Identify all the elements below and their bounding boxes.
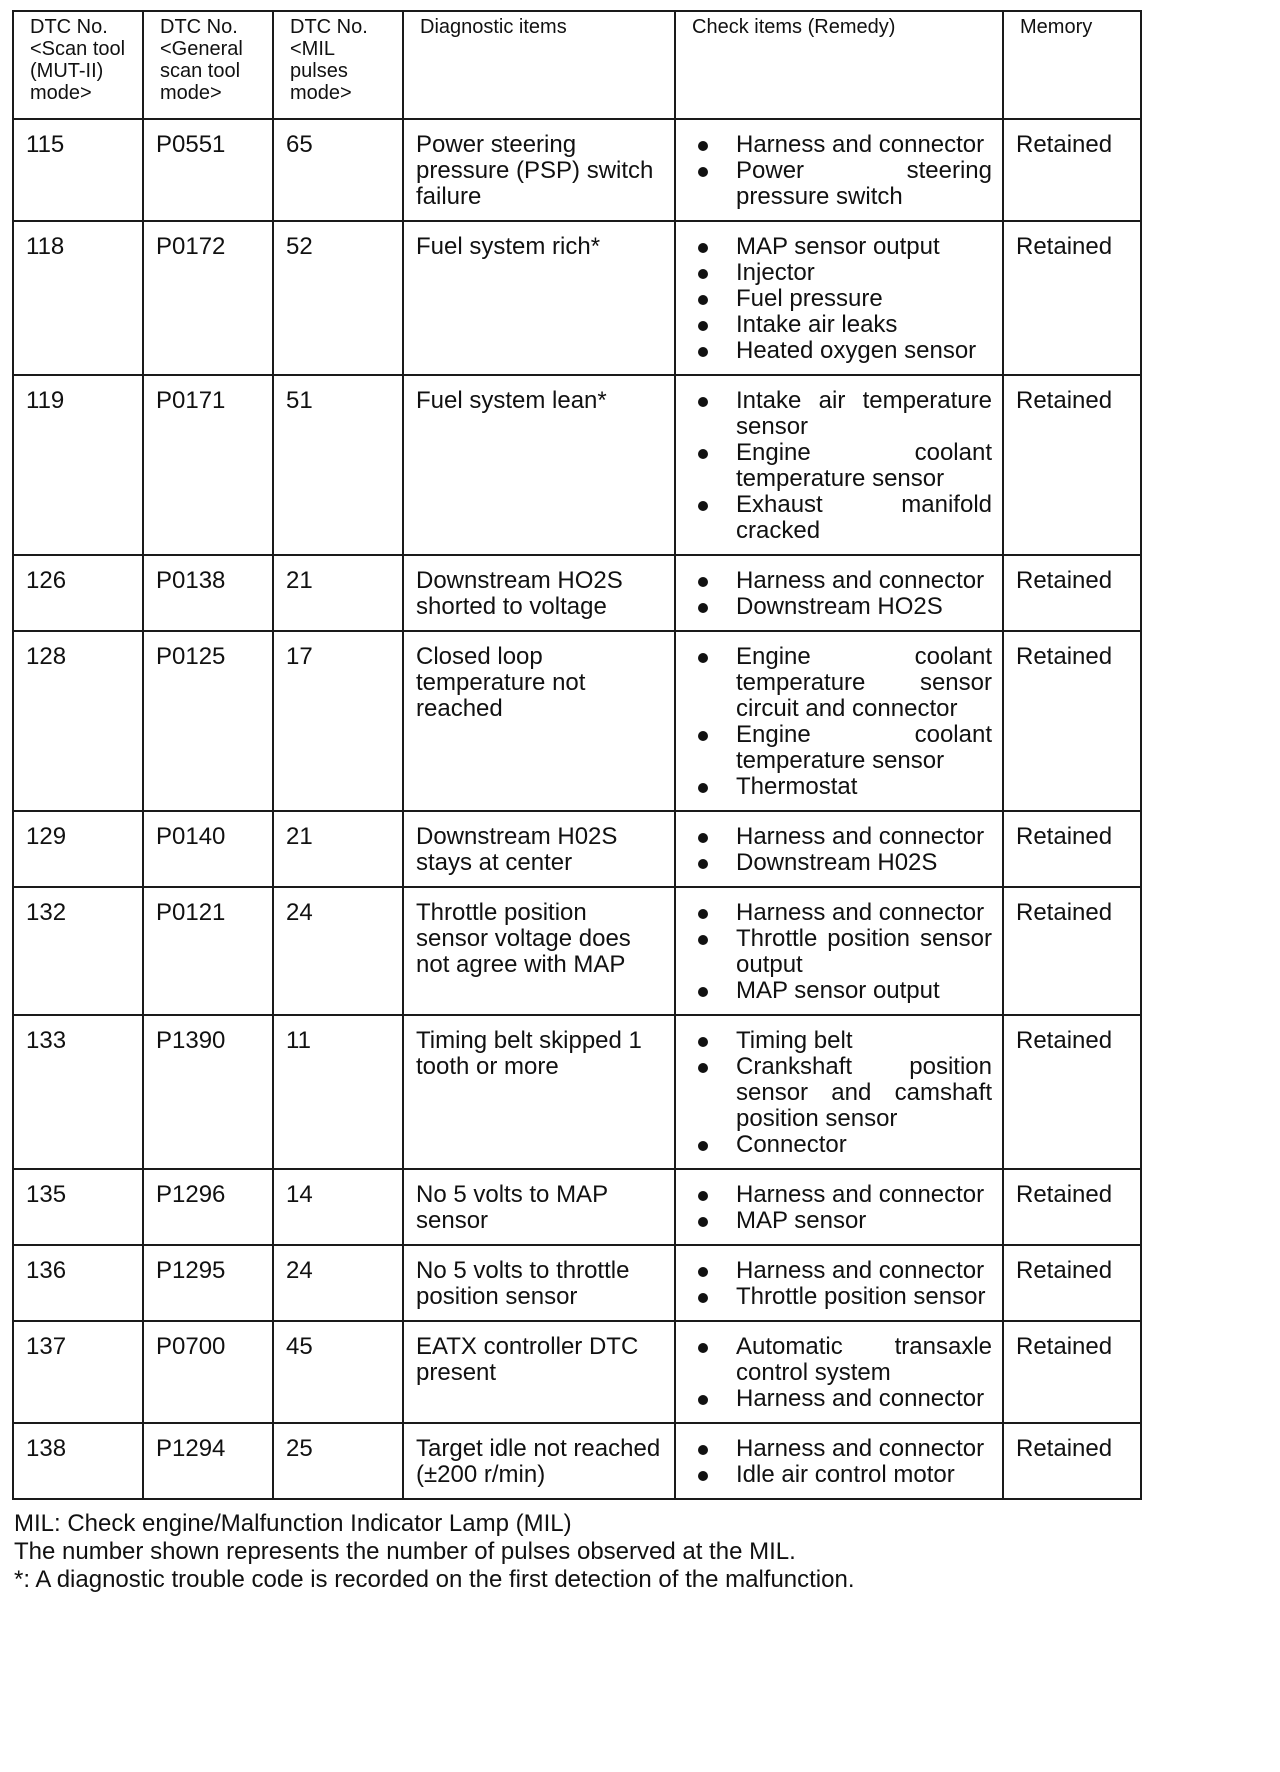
check-item: [688, 774, 992, 800]
bullet-icon: [698, 987, 708, 997]
cell-scan-tool-dtc: 135: [13, 1169, 143, 1245]
table-row: [13, 1015, 1141, 1169]
check-item-text: Harness and connector: [736, 567, 985, 594]
bullet-icon: [698, 1191, 708, 1201]
bullet-icon: [698, 141, 708, 151]
bullet-icon: [698, 397, 708, 407]
check-items-list: [688, 824, 992, 876]
bullet-icon: [698, 1445, 708, 1455]
check-item: [688, 1182, 992, 1208]
header-line: DTC No.: [30, 16, 108, 38]
check-item: [688, 286, 992, 312]
cell-diagnostic-item: Power steering pressure (PSP) switch failure: [403, 119, 675, 221]
check-item-text: Crankshaft position sensor and camshaft position sensor: [736, 1053, 992, 1132]
cell-general-scan-dtc: P1296: [143, 1169, 273, 1245]
bullet-icon: [698, 295, 708, 305]
check-item-text: Downstream HO2S: [736, 593, 943, 620]
cell-scan-tool-dtc: 129: [13, 811, 143, 887]
check-item-text: Injector: [736, 259, 815, 286]
cell-general-scan-dtc: P0551: [143, 119, 273, 221]
bullet-icon: [698, 1063, 708, 1073]
check-item-text: Harness and connector: [736, 131, 985, 158]
cell-general-scan-dtc: P0171: [143, 375, 273, 555]
check-item: [688, 312, 992, 338]
cell-mil-pulses: 11: [273, 1015, 403, 1169]
dtc-table: [12, 10, 1142, 1500]
cell-scan-tool-dtc: 138: [13, 1423, 143, 1499]
cell-check-items: [675, 811, 1003, 887]
cell-mil-pulses: 52: [273, 221, 403, 375]
check-item: [688, 158, 992, 210]
bullet-icon: [698, 501, 708, 511]
check-item-text: Exhaust manifold cracked: [736, 491, 992, 544]
cell-check-items: [675, 887, 1003, 1015]
check-item-text: Timing belt: [736, 1027, 853, 1054]
check-items-list: [688, 644, 992, 800]
header-line: pulses: [290, 60, 348, 82]
check-item-text: MAP sensor: [736, 1207, 867, 1234]
footnote-pulses: The number shown represents the number of pulses observed at the MIL.: [14, 1538, 796, 1565]
bullet-icon: [698, 935, 708, 945]
table-row: [13, 119, 1141, 221]
table-row: [13, 375, 1141, 555]
check-items-list: [688, 900, 992, 1004]
cell-diagnostic-item: No 5 volts to throttle position sensor: [403, 1245, 675, 1321]
cell-memory: Retained: [1003, 1245, 1141, 1321]
cell-check-items: [675, 1169, 1003, 1245]
check-item: [688, 1386, 992, 1412]
bullet-icon: [698, 603, 708, 613]
check-item: [688, 722, 992, 774]
cell-memory: Retained: [1003, 221, 1141, 375]
footnote-mil: MIL: Check engine/Malfunction Indicator Lamp (MIL): [14, 1510, 572, 1537]
check-item-text: Intake air leaks: [736, 311, 898, 338]
check-item-text: Engine coolant temperature sensor: [736, 439, 992, 492]
cell-memory: Retained: [1003, 375, 1141, 555]
table-row: [13, 221, 1141, 375]
cell-check-items: [675, 1015, 1003, 1169]
cell-diagnostic-item: Downstream HO2S shorted to voltage: [403, 555, 675, 631]
check-item: [688, 568, 992, 594]
cell-memory: Retained: [1003, 811, 1141, 887]
header-line: <MIL: [290, 38, 336, 60]
check-item-text: Power steering pressure switch: [736, 157, 992, 210]
check-item-text: Harness and connector: [736, 823, 985, 850]
header-line: DTC No.: [290, 16, 368, 38]
cell-diagnostic-item: EATX controller DTC present: [403, 1321, 675, 1423]
footnotes: [12, 1510, 1140, 1594]
check-items-list: [688, 1258, 992, 1310]
check-item: [688, 388, 992, 440]
header-line: mode>: [30, 82, 92, 104]
check-item-text: Harness and connector: [736, 1435, 985, 1462]
check-item: [688, 1132, 992, 1158]
check-item-text: Harness and connector: [736, 899, 985, 926]
bullet-icon: [698, 167, 708, 177]
table-row: [13, 1423, 1141, 1499]
check-item-text: Idle air control motor: [736, 1461, 955, 1488]
check-items-list: [688, 132, 992, 210]
check-item: [688, 234, 992, 260]
check-item-text: Throttle position sensor: [736, 1283, 986, 1310]
check-item-text: Engine coolant temperature sensor circuit and connector: [736, 643, 992, 722]
cell-memory: Retained: [1003, 1423, 1141, 1499]
check-item-text: Harness and connector: [736, 1257, 985, 1284]
cell-scan-tool-dtc: 115: [13, 119, 143, 221]
cell-diagnostic-item: Downstream H02S stays at center: [403, 811, 675, 887]
check-item: [688, 978, 992, 1004]
cell-mil-pulses: 24: [273, 1245, 403, 1321]
check-items-list: [688, 234, 992, 364]
check-item: [688, 1028, 992, 1054]
check-items-list: [688, 1334, 992, 1412]
check-items-list: [688, 1436, 992, 1488]
bullet-icon: [698, 577, 708, 587]
cell-diagnostic-item: Fuel system lean*: [403, 375, 675, 555]
bullet-icon: [698, 347, 708, 357]
cell-check-items: [675, 631, 1003, 811]
header-diagnostic-items: Diagnostic items: [403, 11, 675, 119]
cell-check-items: [675, 1245, 1003, 1321]
check-items-list: [688, 1182, 992, 1234]
check-item: [688, 926, 992, 978]
bullet-icon: [698, 1217, 708, 1227]
bullet-icon: [698, 1141, 708, 1151]
check-item-text: Automatic transaxle control system: [736, 1333, 992, 1386]
check-item: [688, 492, 992, 544]
cell-general-scan-dtc: P1294: [143, 1423, 273, 1499]
cell-scan-tool-dtc: 118: [13, 221, 143, 375]
header-line: mode>: [290, 82, 352, 104]
cell-scan-tool-dtc: 133: [13, 1015, 143, 1169]
cell-mil-pulses: 17: [273, 631, 403, 811]
cell-mil-pulses: 24: [273, 887, 403, 1015]
table-row: [13, 555, 1141, 631]
check-item: [688, 1334, 992, 1386]
bullet-icon: [698, 909, 708, 919]
bullet-icon: [698, 243, 708, 253]
cell-memory: Retained: [1003, 555, 1141, 631]
check-items-list: [688, 1028, 992, 1158]
document-page: [12, 10, 1140, 1594]
check-item-text: Harness and connector: [736, 1385, 985, 1412]
footnote-asterisk: *: A diagnostic trouble code is recorded on the first detection of the malfunction.: [14, 1566, 855, 1593]
cell-memory: Retained: [1003, 887, 1141, 1015]
cell-general-scan-dtc: P0140: [143, 811, 273, 887]
cell-mil-pulses: 21: [273, 555, 403, 631]
table-row: [13, 811, 1141, 887]
header-scan-tool-dtc: [13, 11, 143, 119]
bullet-icon: [698, 269, 708, 279]
cell-diagnostic-item: No 5 volts to MAP sensor: [403, 1169, 675, 1245]
table-row: [13, 631, 1141, 811]
cell-check-items: [675, 375, 1003, 555]
cell-diagnostic-item: Fuel system rich*: [403, 221, 675, 375]
bullet-icon: [698, 833, 708, 843]
check-items-list: [688, 568, 992, 620]
cell-memory: Retained: [1003, 1015, 1141, 1169]
cell-scan-tool-dtc: 126: [13, 555, 143, 631]
cell-general-scan-dtc: P0138: [143, 555, 273, 631]
bullet-icon: [698, 731, 708, 741]
header-line: DTC No.: [160, 16, 238, 38]
cell-scan-tool-dtc: 137: [13, 1321, 143, 1423]
cell-mil-pulses: 51: [273, 375, 403, 555]
check-item: [688, 850, 992, 876]
bullet-icon: [698, 1395, 708, 1405]
cell-memory: Retained: [1003, 631, 1141, 811]
check-item: [688, 260, 992, 286]
cell-mil-pulses: 21: [273, 811, 403, 887]
cell-general-scan-dtc: P0125: [143, 631, 273, 811]
cell-general-scan-dtc: P0121: [143, 887, 273, 1015]
check-item-text: Downstream H02S: [736, 849, 938, 876]
cell-general-scan-dtc: P1295: [143, 1245, 273, 1321]
header-general-scan-dtc: [143, 11, 273, 119]
bullet-icon: [698, 1037, 708, 1047]
check-item: [688, 900, 992, 926]
table-body: [13, 119, 1141, 1499]
header-check-items: Check items (Remedy): [675, 11, 1003, 119]
cell-check-items: [675, 555, 1003, 631]
bullet-icon: [698, 653, 708, 663]
check-item-text: MAP sensor output: [736, 977, 940, 1004]
check-item-text: Fuel pressure: [736, 285, 883, 312]
table-row: [13, 1321, 1141, 1423]
check-item: [688, 1054, 992, 1132]
bullet-icon: [698, 1471, 708, 1481]
cell-mil-pulses: 45: [273, 1321, 403, 1423]
cell-mil-pulses: 65: [273, 119, 403, 221]
table-row: [13, 1169, 1141, 1245]
bullet-icon: [698, 449, 708, 459]
header-line: (MUT-II): [30, 60, 104, 82]
header-mil-pulses-dtc: [273, 11, 403, 119]
bullet-icon: [698, 1293, 708, 1303]
cell-check-items: [675, 1321, 1003, 1423]
header-line: scan tool: [160, 60, 241, 82]
table-header-row: [13, 11, 1141, 119]
bullet-icon: [698, 1343, 708, 1353]
header-line: <Scan tool: [30, 38, 126, 60]
check-item-text: MAP sensor output: [736, 233, 940, 260]
check-item-text: Thermostat: [736, 773, 858, 800]
check-item: [688, 1208, 992, 1234]
cell-memory: Retained: [1003, 1321, 1141, 1423]
cell-check-items: [675, 1423, 1003, 1499]
cell-check-items: [675, 221, 1003, 375]
table-row: [13, 1245, 1141, 1321]
table-row: [13, 887, 1141, 1015]
check-item: [688, 594, 992, 620]
cell-general-scan-dtc: P0700: [143, 1321, 273, 1423]
cell-check-items: [675, 119, 1003, 221]
check-item-text: Harness and connector: [736, 1181, 985, 1208]
cell-general-scan-dtc: P0172: [143, 221, 273, 375]
header-memory: Memory: [1003, 11, 1141, 119]
cell-memory: Retained: [1003, 119, 1141, 221]
bullet-icon: [698, 783, 708, 793]
check-item: [688, 1462, 992, 1488]
cell-diagnostic-item: Timing belt skipped 1 tooth or more: [403, 1015, 675, 1169]
check-item: [688, 132, 992, 158]
check-item-text: Engine coolant temperature sensor: [736, 721, 992, 774]
check-item: [688, 1284, 992, 1310]
cell-diagnostic-item: Closed loop temperature not reached: [403, 631, 675, 811]
cell-mil-pulses: 25: [273, 1423, 403, 1499]
cell-scan-tool-dtc: 128: [13, 631, 143, 811]
check-item-text: Heated oxygen sensor: [736, 337, 977, 364]
cell-memory: Retained: [1003, 1169, 1141, 1245]
check-item: [688, 824, 992, 850]
cell-mil-pulses: 14: [273, 1169, 403, 1245]
header-line: mode>: [160, 82, 222, 104]
check-item: [688, 338, 992, 364]
check-item-text: Intake air temperature sensor: [736, 387, 992, 440]
cell-diagnostic-item: Target idle not reached (±200 r/min): [403, 1423, 675, 1499]
check-item: [688, 440, 992, 492]
cell-diagnostic-item: Throttle position sensor voltage does not agree with MAP: [403, 887, 675, 1015]
bullet-icon: [698, 321, 708, 331]
check-item: [688, 644, 992, 722]
bullet-icon: [698, 859, 708, 869]
check-item: [688, 1436, 992, 1462]
check-item-text: Throttle position sensor output: [736, 925, 992, 978]
bullet-icon: [698, 1267, 708, 1277]
cell-scan-tool-dtc: 119: [13, 375, 143, 555]
check-item: [688, 1258, 992, 1284]
check-item-text: Connector: [736, 1131, 847, 1158]
header-line: <General: [160, 38, 243, 60]
cell-scan-tool-dtc: 136: [13, 1245, 143, 1321]
cell-scan-tool-dtc: 132: [13, 887, 143, 1015]
check-items-list: [688, 388, 992, 544]
cell-general-scan-dtc: P1390: [143, 1015, 273, 1169]
